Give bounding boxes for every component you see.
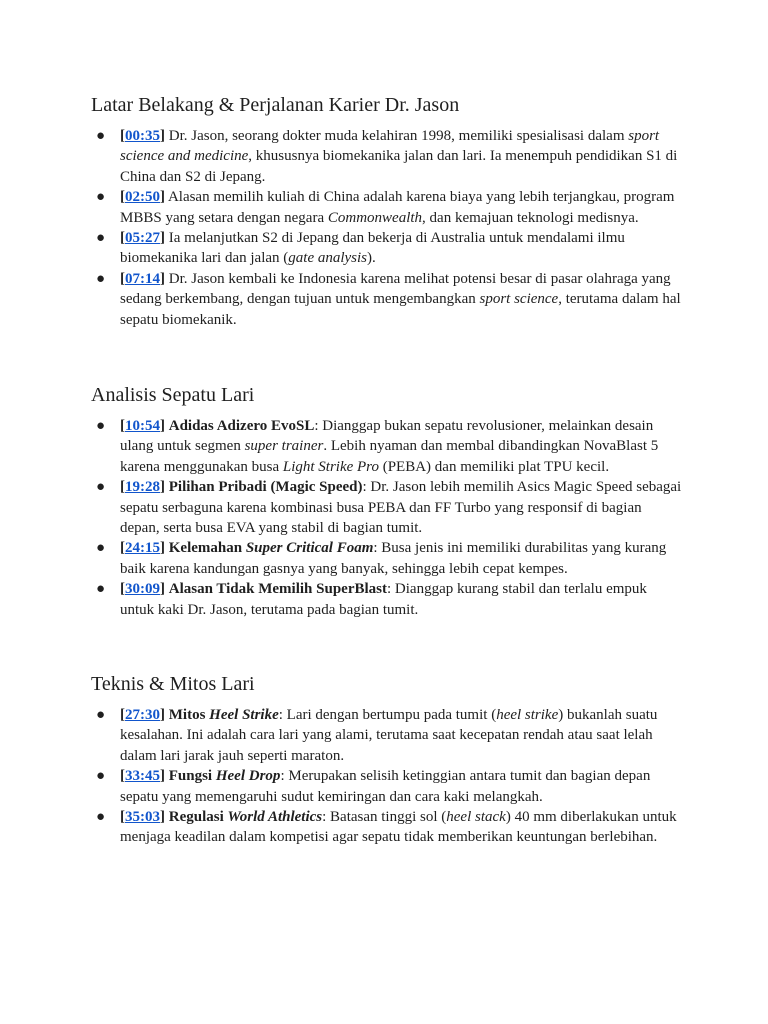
list-item: ● [02:50] Alasan memilih kuliah di China adalah karena biaya yang lebih terjangkau, program MBBS yang setara dengan negara Commonwealth, dan kemajuan teknologi medisnya. — [96, 189, 675, 226]
bullet-list — [91, 126, 683, 330]
list-item: ● [00:35] Dr. Jason, seorang dokter muda kelahiran 1998, memiliki spesialisasi dalam sport science and medicine, khususnya biomekanika jalan dan lari. Ia menempuh pendidikan S1 di China dan S2 di Jepang. — [96, 128, 678, 185]
section-background — [91, 93, 683, 330]
bullet-icon: ● — [96, 128, 106, 144]
list-item: ● [07:14] Dr. Jason kembali ke Indonesia karena melihat potensi besar di pasar olahraga yang sedang berkembang, dengan tujuan untuk mengembangkan sport science, terutama dalam hal sepatu biomekanik. — [96, 270, 681, 328]
bullet-icon: ● — [96, 581, 106, 598]
timestamp-link[interactable]: 24:15 — [125, 540, 160, 557]
bullet-icon: ● — [96, 540, 106, 557]
list-item: ● [05:27] Ia melanjutkan S2 di Jepang dan bekerja di Australia untuk mendalami ilmu biomekanika lari dan jalan (gate analysis). — [96, 230, 625, 267]
bullet-icon: ● — [96, 479, 106, 496]
timestamp-link[interactable]: 30:09 — [125, 581, 160, 598]
list-item: ● [27:30] Mitos Heel Strike: Lari dengan bertumpu pada tumit (heel strike) bukanlah suatu kesalahan. Ini adalah cara lari yang alami, terutama saat kecepatan rendah atau saat lelah dalam lari jarak jauh seperti maraton. — [96, 707, 658, 764]
bullet-icon: ● — [96, 189, 106, 206]
list-item: ● [35:03] Regulasi World Athletics: Batasan tinggi sol (heel stack) 40 mm diberlakukan untuk menjaga keadilan dalam kompetisi agar sepatu tidak memberikan keuntungan berlebihan. — [96, 809, 677, 846]
timestamp-link[interactable]: 27:30 — [125, 707, 160, 723]
list-item: ● [24:15] Kelemahan Super Critical Foam: Busa jenis ini memiliki durabilitas yang kurang baik karena kandungan gasnya yang banyak, sehingga lebih cepat kempes. — [96, 540, 667, 577]
section-title: Teknis & Mitos Lari — [91, 673, 255, 695]
timestamp-link[interactable]: 35:03 — [125, 809, 160, 826]
list-item: ● [10:54] Adidas Adizero EvoSL: Dianggap bukan sepatu revolusioner, melainkan desain ulang untuk segmen super trainer. Lebih nyaman dan membal dibandingkan NovaBlast 5 karena menggunakan busa Light Strike Pro (PEBA) dan memiliki plat TPU kecil. — [96, 418, 659, 475]
bullet-list — [91, 705, 683, 848]
bullet-list — [91, 416, 683, 620]
section-technique-myths — [91, 672, 683, 848]
bullet-icon: ● — [96, 418, 106, 434]
bullet-icon: ● — [96, 809, 106, 826]
bullet-icon: ● — [96, 270, 106, 287]
timestamp-link[interactable]: 00:35 — [125, 128, 160, 144]
section-title: Latar Belakang & Perjalanan Karier Dr. Jason — [91, 94, 460, 116]
timestamp-link[interactable]: 07:14 — [125, 270, 160, 287]
bullet-icon: ● — [96, 707, 106, 723]
bullet-icon: ● — [96, 230, 106, 247]
list-item: ● [30:09] Alasan Tidak Memilih SuperBlast: Dianggap kurang stabil dan terlalu empuk untuk kaki Dr. Jason, terutama pada bagian tumit. — [96, 581, 647, 618]
timestamp-link[interactable]: 10:54 — [125, 418, 160, 434]
list-item: ● [19:28] Pilihan Pribadi (Magic Speed): Dr. Jason lebih memilih Asics Magic Speed sebagai sepatu serbaguna karena kombinasi busa PEBA dan FF Turbo yang responsif di bagian depan, serta busa EVA yang stabil di bagian tumit. — [96, 479, 682, 537]
timestamp-link[interactable]: 02:50 — [125, 189, 160, 206]
list-item: ● [33:45] Fungsi Heel Drop: Merupakan selisih ketinggian antara tumit dan bagian depan sepatu yang memengaruhi sudut kemiringan dan cara kaki melangkah. — [96, 768, 651, 805]
timestamp-link[interactable]: 19:28 — [125, 479, 160, 496]
timestamp-link[interactable]: 33:45 — [125, 768, 160, 785]
section-shoe-analysis — [91, 383, 683, 620]
section-title: Analisis Sepatu Lari — [91, 384, 255, 406]
bullet-icon: ● — [96, 768, 106, 785]
timestamp-link[interactable]: 05:27 — [125, 230, 160, 247]
